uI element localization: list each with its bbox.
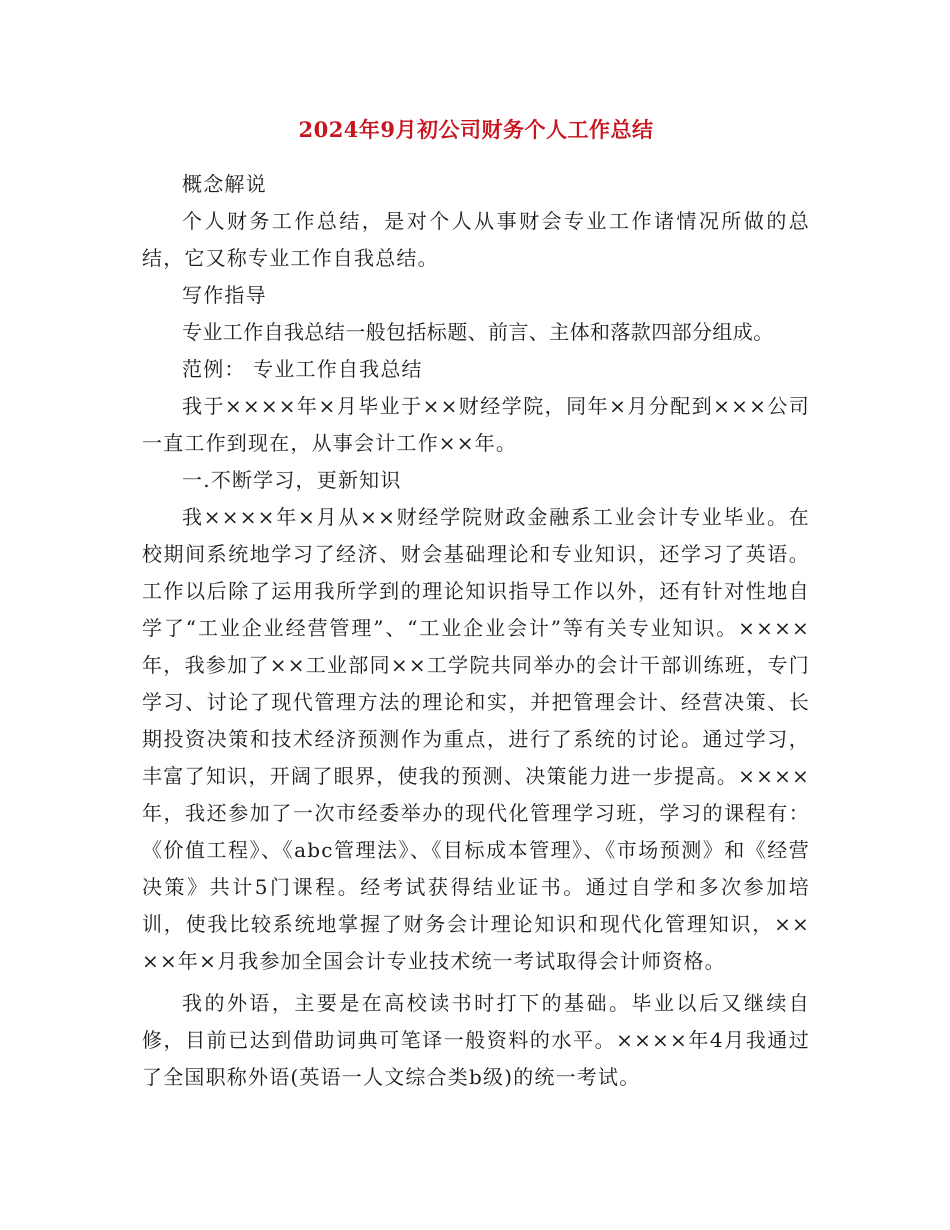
- paragraph-example-heading: 范例： 专业工作自我总结: [182, 357, 423, 381]
- paragraph-concept-text: 个人财务工作总结，是对个人从事财会专业工作诸情况所做的总结，它又称专业工作自我总结。: [142, 209, 810, 270]
- paragraph-writing-text: 专业工作自我总结一般包括标题、前言、主体和落款四部分组成。: [182, 320, 774, 344]
- document-title: 2024年9月初公司财务个人工作总结: [298, 117, 654, 142]
- paragraph-study: 我××××年×月从××财经学院财政金融系工业会计专业毕业。在校期间系统地学习了经济、财会基础理论和专业知识，还学习了英语。工作以后除了运用我所学到的理论知识指导工作以外，还有针对性地自学了“工业企业经营管理”、“工业企业会计”等有关专业知识。××××年，我参加了××工业部同××工学院共同举办的会计干部训练班，专门学习、讨论了现代管理方法的理论和实，并把管理会计、经营决策、长期投资决策和技术经济预测作为重点，进行了系统的讨论。通过学习，丰富了知识，开阔了眼界，使我的预测、决策能力进一步提高。××××年，我还参加了一次市经委举办的现代化管理学习班，学习的课程有：《价值工程》、《abc管理法》、《目标成本管理》、《市场预测》和《经营决策》共计5门课程。经考试获得结业证书。通过自学和多次参加培训，使我比较系统地掌握了财务会计理论知识和现代化管理知识，××××年×月我参加全国会计专业技术统一考试取得会计师资格。: [142, 505, 810, 973]
- paragraph-language: 我的外语，主要是在高校读书时打下的基础。毕业以后又继续自修，目前已达到借助词典可笔译一般资料的水平。××××年4月我通过了全国职称外语(英语一人文综合类b级)的统一考试。: [142, 991, 810, 1089]
- paragraph-intro: 我于××××年×月毕业于××财经学院，同年×月分配到×××公司一直工作到现在，从事会计工作××年。: [142, 394, 810, 455]
- paragraph-section-heading: 一.不断学习，更新知识: [182, 468, 402, 492]
- document-body: [142, 166, 810, 1096]
- paragraph-writing-heading: 写作指导: [182, 283, 267, 307]
- paragraph-concept-heading: 概念解说: [182, 172, 267, 196]
